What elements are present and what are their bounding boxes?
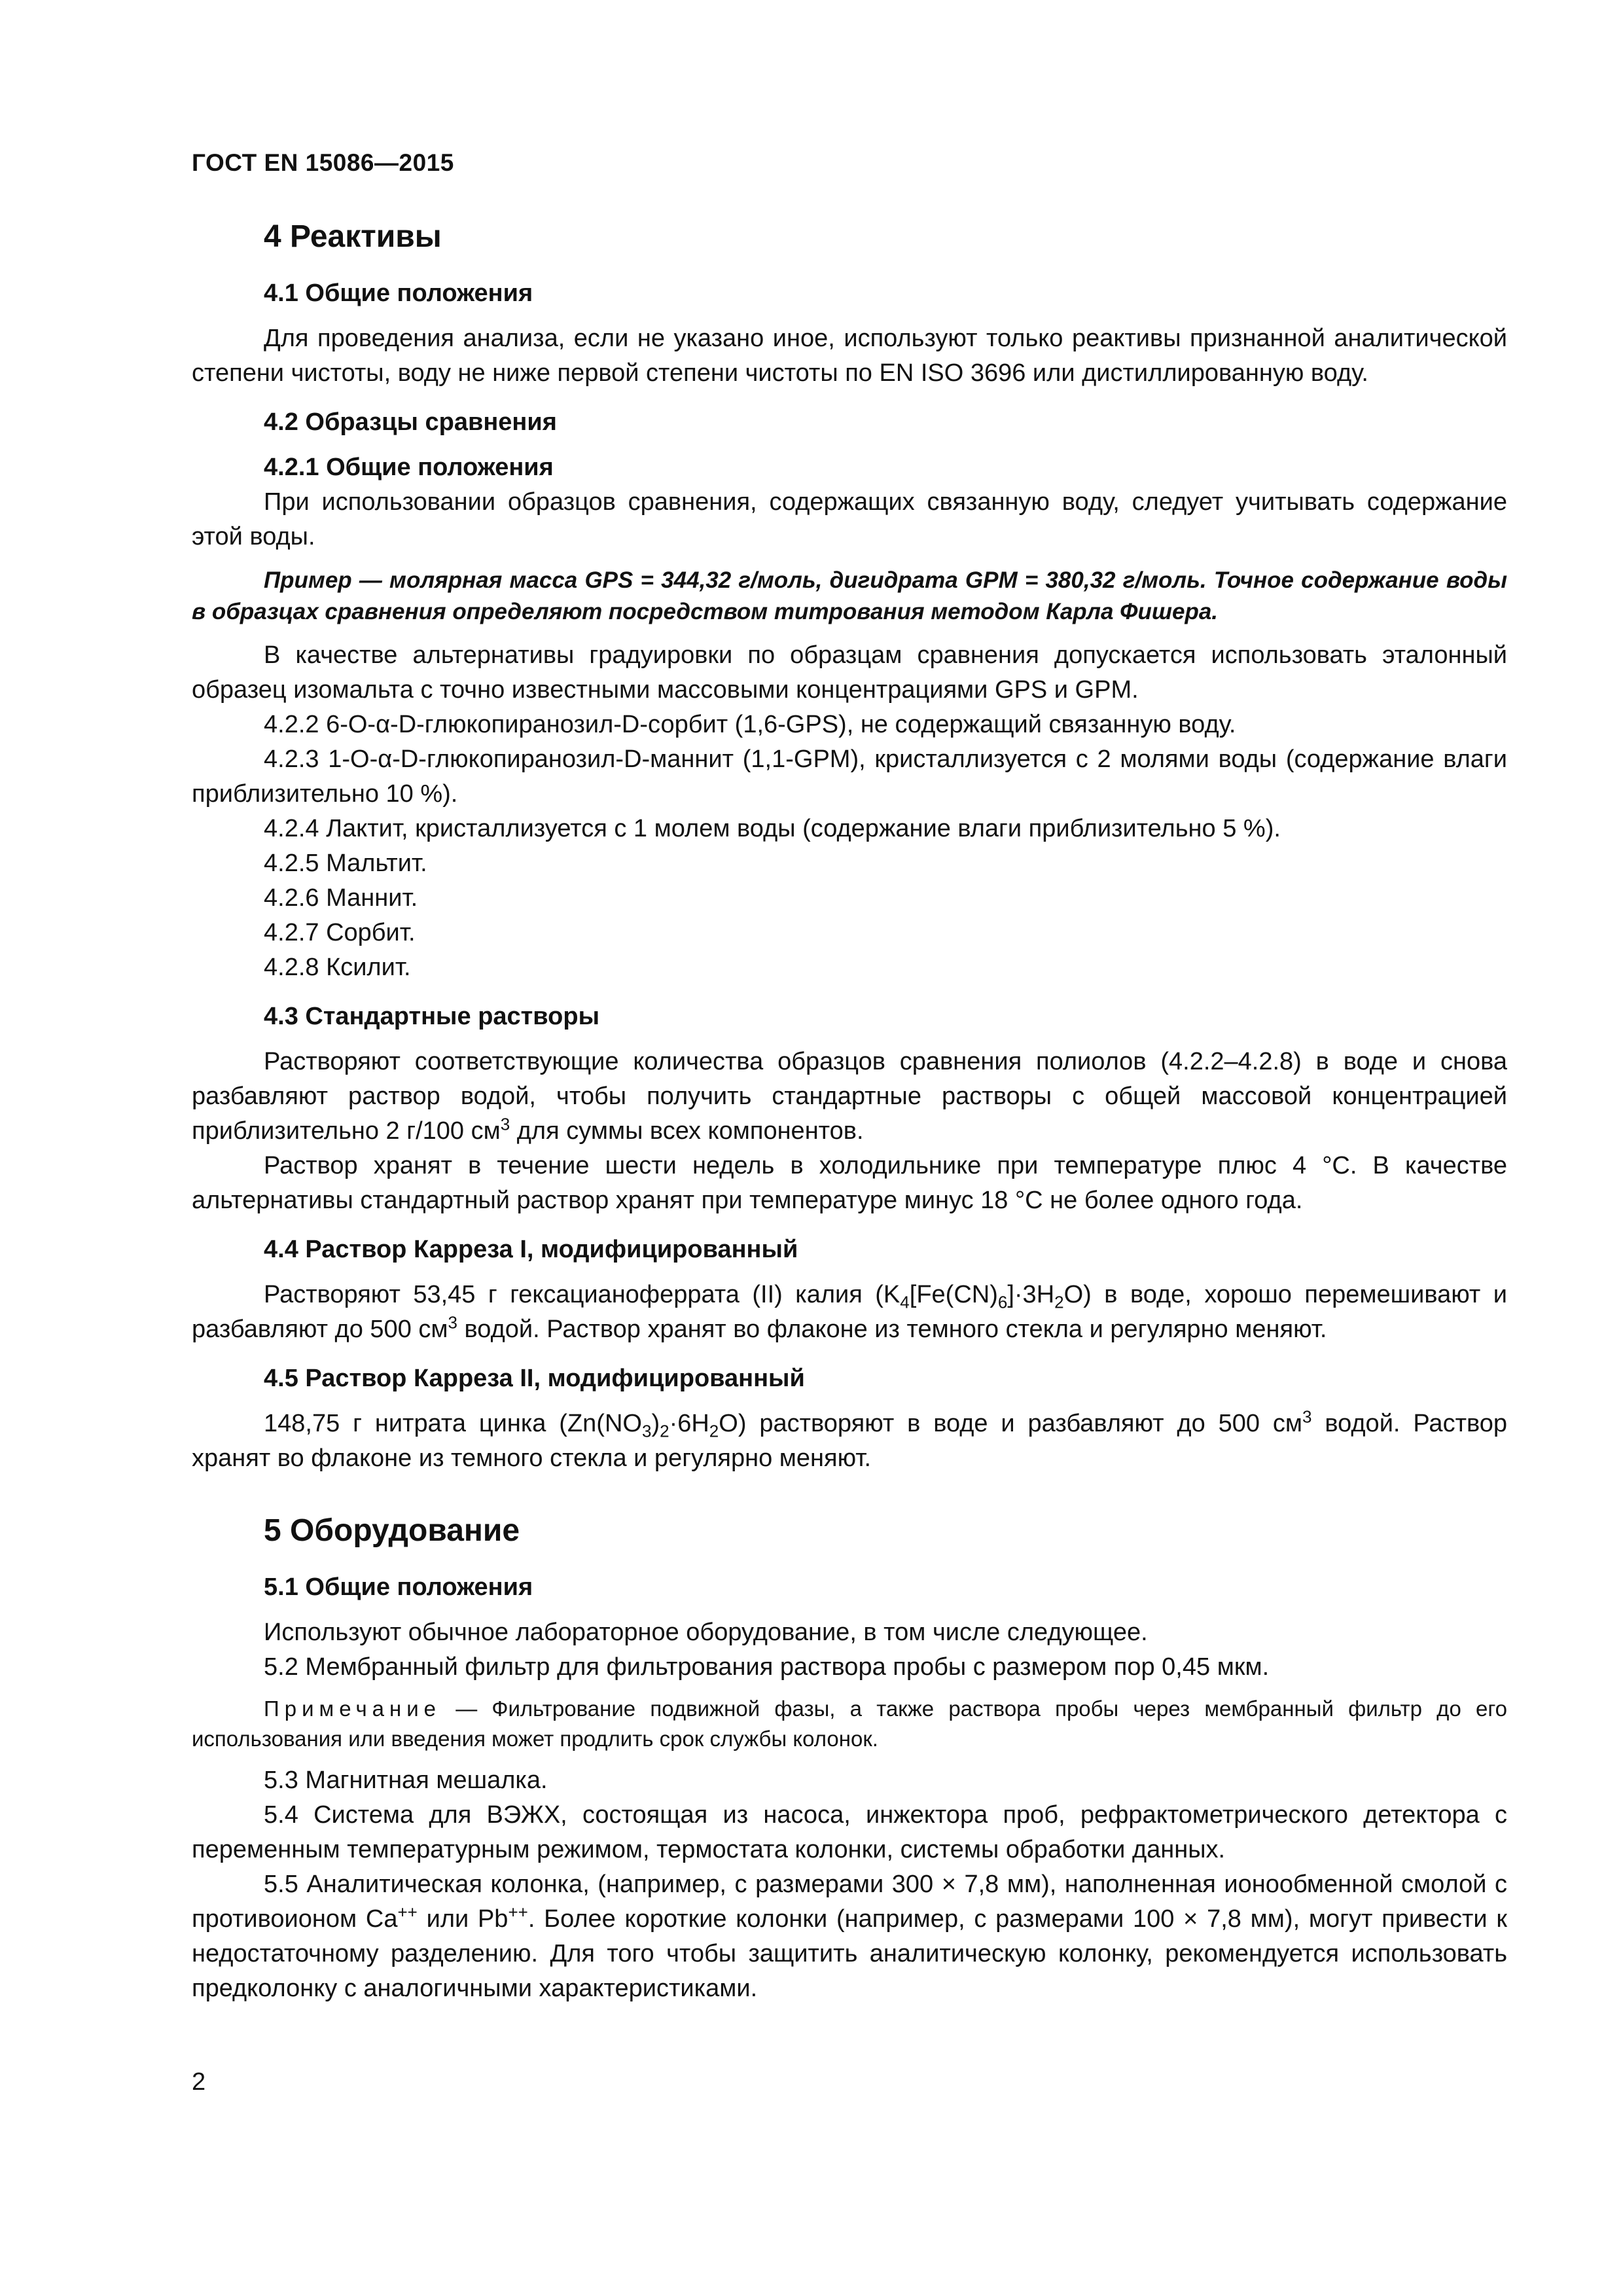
section-4-5-text: 148,75 г нитрата цинка $(Zn(NO_3)_2\cdot 6H_2O)$ растворяют в воде и разбавляют до 500 $см^3$ водой. Раствор хранят во флаконе из темного стекла и регулярно меняют. [192,1407,1507,1472]
document-header: ГОСТ EN 15086—2015 [192,149,454,176]
section-4-1-title: 4.1 Общие положения [264,279,533,307]
list-item-4-2-7: 4.2.7 Сорбит. [264,919,416,946]
list-item-5-4: 5.4 Система для ВЭЖХ, состоящая из насоса, инжектора проб, рефрактометрического детектора с переменным температурным режимом, термостата колонки, системы обработки данных. [192,1801,1507,1863]
section-4-4-text: Растворяют 53,45 г гексацианоферрата (II) калия $(K_4[Fe(CN)_6]\cdot 3H_2O)$ в воде, хорошо перемешивают и разбавляют до 500 $см^3$ водой. Раствор хранят во флаконе из темного стекла и регулярно меняют. [192,1281,1507,1343]
note: Примечание — Фильтрование подвижной фазы, а также раствора пробы через мембранный фильтр до его использования или введения может продлить срок службы колонок. [192,1696,1507,1751]
list-item-5-2: 5.2 Мембранный фильтр для фильтрования раствора пробы с размером пор 0,45 мкм. [264,1653,1270,1681]
section-4-5-title: 4.5 Раствор Карреза II, модифицированный [264,1365,805,1392]
list-item-4-2-6: 4.2.6 Маннит. [264,884,418,912]
page-number: 2 [192,2068,206,2096]
section-5-1-text: Используют обычное лабораторное оборудование, в том числе следующее. [264,1619,1148,1646]
example-note: Пример — молярная масса GPS = 344,32 г/моль, дигидрата GPM = 380,32 г/моль. Точное содержание воды в образцах сравнения определяют посредством титрования методом Карла Фишера. [192,567,1507,624]
section-4-2-title: 4.2 Образцы сравнения [264,408,557,436]
section-4-title: 4 Реактивы [264,219,442,254]
list-item-5-3: 5.3 Магнитная мешалка. [264,1767,548,1794]
document-body [192,216,1507,2006]
list-item-4-2-2: 4.2.2 6-O-α-D-глюкопиранозил-D-сорбит (1,6-GPS), не содержащий связанную воду. [264,711,1236,738]
section-4-3-paragraph-2: Раствор хранят в течение шести недель в холодильнике при температуре плюс 4 °С. В качестве альтернативы стандартный раствор хранят при температуре минус 18 °С не более одного года. [192,1152,1507,1214]
section-4-2-1-title: 4.2.1 Общие положения [264,454,554,481]
list-item-4-2-4: 4.2.4 Лактит, кристаллизуется с 1 молем воды (содержание влаги приблизительно 5 %). [264,815,1281,842]
list-item-4-2-8: 4.2.8 Ксилит. [264,954,411,981]
section-5-title: 5 Оборудование [264,1513,520,1548]
section-4-3-paragraph-1: Растворяют соответствующие количества образцов сравнения полиолов (4.2.2–4.2.8) в воде и снова разбавляют раствор водой, чтобы получить стандартные растворы с общей массовой концентрацией приблизительно 2 г/100 $см^3$ для суммы всех компонентов. [192,1048,1507,1145]
section-4-1-text: Для проведения анализа, если не указано иное, используют только реактивы признанной аналитической степени чистоты, воду не ниже первой степени чистоты по EN ISO 3696 или дистиллированную воду. [192,325,1507,387]
section-4-3-title: 4.3 Стандартные растворы [264,1003,600,1030]
alternative-text: В качестве альтернативы градуировки по образцам сравнения допускается использовать эталонный образец изомальта с точно известными массовыми концентрациями GPS и GPM. [192,641,1507,704]
section-4-2-1-text: При использовании образцов сравнения, содержащих связанную воду, следует учитывать содержание этой воды. [192,488,1507,550]
section-4-4-title: 4.4 Раствор Карреза I, модифицированный [264,1236,798,1263]
list-item-4-2-5: 4.2.5 Мальтит. [264,850,427,877]
section-5-1-title: 5.1 Общие положения [264,1573,533,1601]
list-item-4-2-3: 4.2.3 1-O-α-D-глюкопиранозил-D-маннит (1,1-GPM), кристаллизуется с 2 молями воды (содержание влаги приблизительно 10 %). [192,745,1507,808]
list-item-5-5: 5.5 Аналитическая колонка, (например, с размерами 300 × 7,8 мм), наполненная ионообменной смолой с противоионом Ca++ или Pb++. Более короткие колонки (например, с размерами 100 × 7,8 мм), могут привести к недостаточному разделению. Для того чтобы защитить аналитическую колонку, рекомендуется использовать предколонку с аналогичными характеристиками. [192,1871,1507,2002]
